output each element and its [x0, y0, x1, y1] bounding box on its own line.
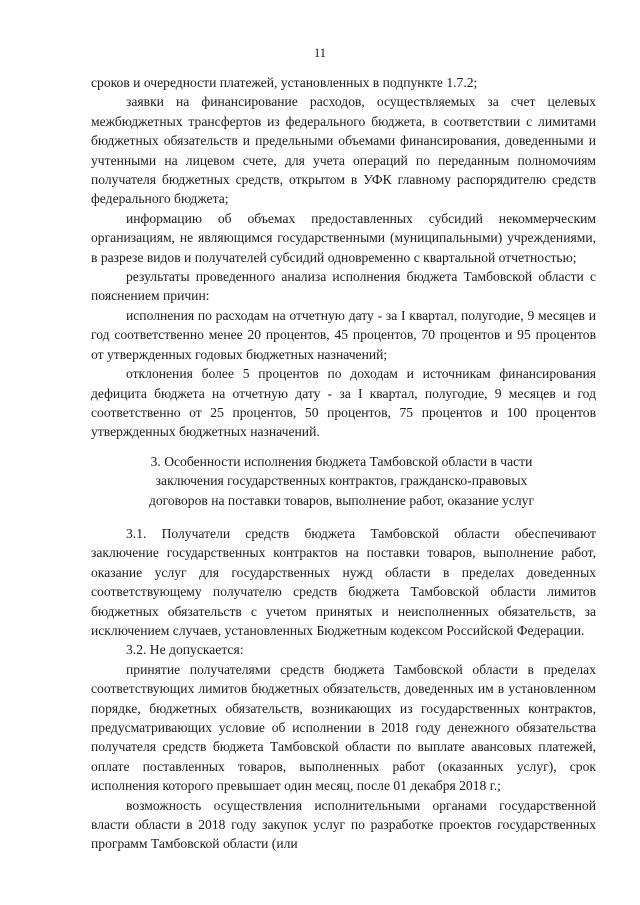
- paragraph: возможность осуществления исполнительными органами государственной власти области в 2018 году закупок услуг по разработке проектов государственных программ Тамбовской области (или: [91, 797, 596, 852]
- section-heading-line: договоров на поставки товаров, выполнение работ, оказание услуг: [148, 492, 535, 508]
- paragraph: заявки на финансирование расходов, осуществляемых за счет целевых межбюджетных трансфертов из федерального бюджета, в соответствии с лимитами бюджетных обязательств и предельными объемами финансирования, доведенными и учтенными на лицевом счете, для учета операций по переданным полномочиям получателя бюджетных средств, открытом в УФК главному распорядителю средств федерального бюджета;: [91, 94, 596, 207]
- paragraph: исполнения по расходам на отчетную дату - за I квартал, полугодие, 9 месяцев и год соответственно менее 20 процентов, 45 процентов, 70 процентов и 95 процентов от утвержденных годовых бюджетных назначений;: [91, 307, 596, 362]
- page-number: 11: [313, 46, 327, 60]
- paragraph: принятие получателями средств бюджета Тамбовской области в пределах соответствующих лимитов бюджетных обязательств, доведенных им в установленном порядке, бюджетных обязательств, возникающих из государственных контрактов, предусматривающих условие об исполнении в 2018 году денежного обязательства получателя средств бюджета Тамбовской области по выплате авансовых платежей, оплате поставленных товаров, выполненных работ (оказанных услуг), срок исполнения которого превышает один месяц, после 01 декабря 2018 г.;: [91, 661, 596, 794]
- paragraph: результаты проведенного анализа исполнения бюджета Тамбовской области с пояснением причин:: [91, 269, 596, 304]
- section-heading-line: заключения государственных контрактов, гражданско-правовых: [155, 473, 528, 489]
- section-heading-line: 3. Особенности исполнения бюджета Тамбовской области в части: [150, 453, 533, 469]
- section-heading: [91, 452, 596, 510]
- paragraph: 3.2. Не допускается:: [126, 642, 244, 658]
- paragraph: 3.1. Получатели средств бюджета Тамбовской области обеспечивают заключение государственных контрактов на поставки товаров, выполнение работ, оказание услуг для государственных нужд области в пределах доведенных соответствующему получателю средств бюджета Тамбовской области лимитов бюджетных обязательств с учетом принятых и неисполненных обязательств, за исключением случаев, установленных Бюджетным кодексом Российской Федерации.: [91, 525, 596, 638]
- paragraph: сроков и очередности платежей, установленных в подпункте 1.7.2;: [91, 75, 478, 90]
- document-body: [91, 73, 596, 854]
- paragraph: информацию об объемах предоставленных субсидий некоммерческим организациям, не являющимся государственными (муниципальными) учреждениями, в разрезе видов и получателей субсидий одновременно с квартальной отчетностью;: [91, 210, 596, 265]
- paragraph: отклонения более 5 процентов по доходам и источникам финансирования дефицита бюджета на отчетную дату - за I квартал, полугодие, 9 месяцев и год соответственно от 25 процентов, 50 процентов, 75 процентов и 100 процентов утвержденных бюджетных назначений.: [91, 366, 596, 440]
